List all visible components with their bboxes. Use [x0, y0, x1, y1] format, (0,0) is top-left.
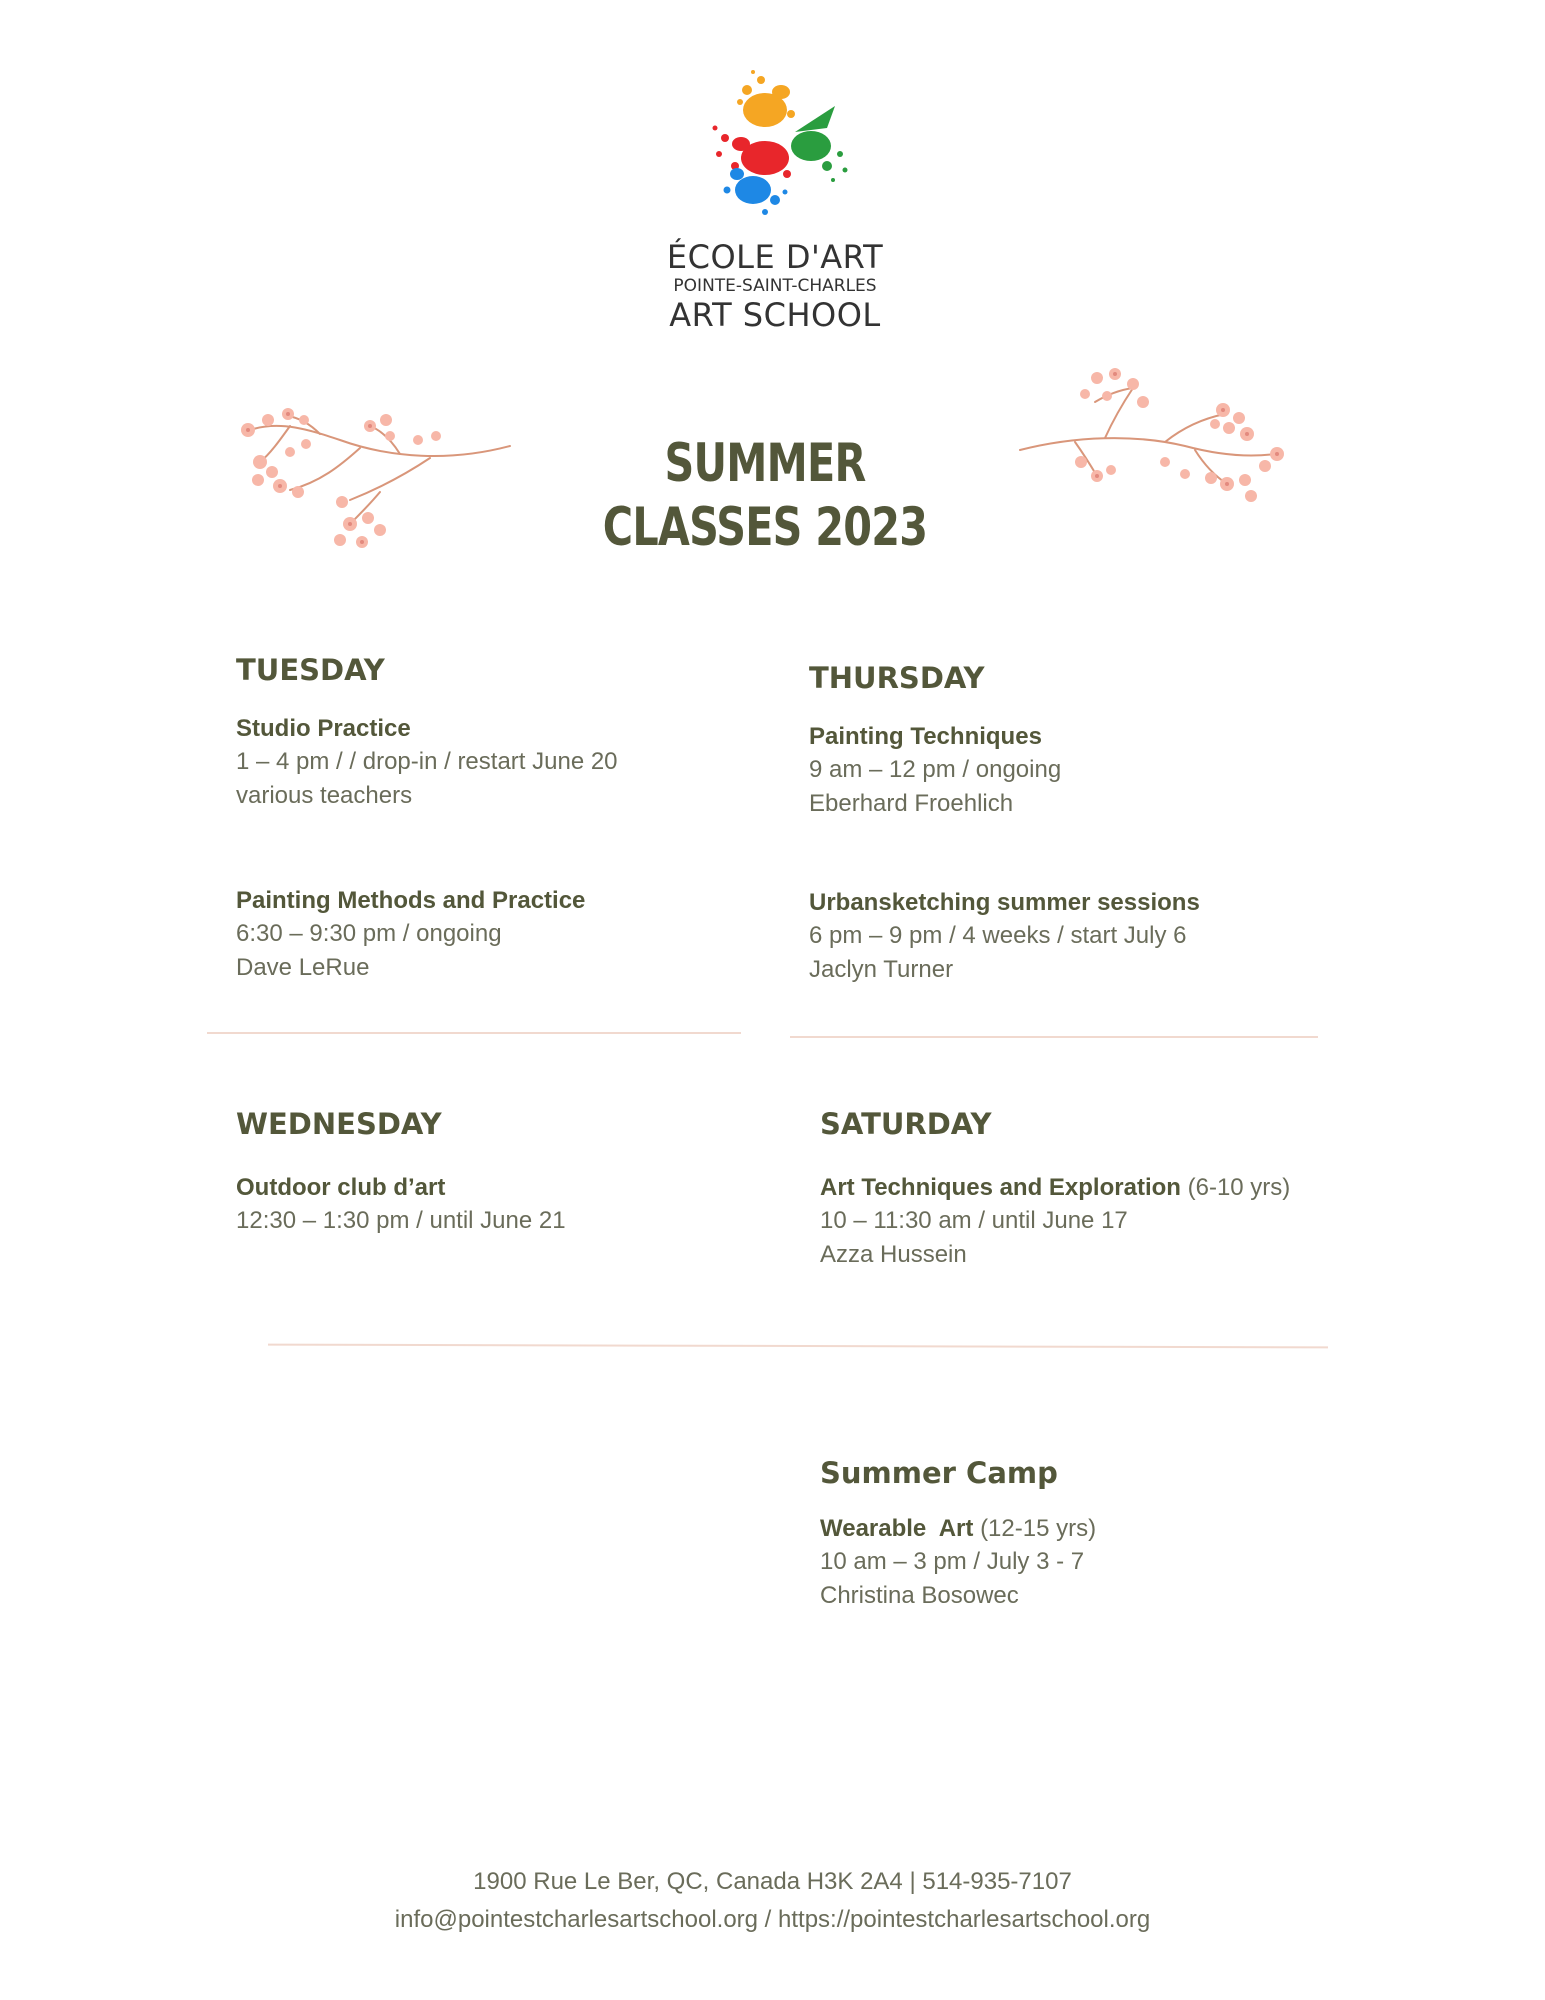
- blossom-branch-left-icon: [230, 400, 515, 550]
- footer-contact[interactable]: info@pointestcharlesartschool.org / https://pointestcharlesartschool.org: [394, 1906, 1151, 1933]
- class-teacher: Eberhard Froehlich: [809, 790, 1014, 817]
- class-teacher: Jaclyn Turner: [809, 956, 954, 983]
- class-entry: [809, 721, 1369, 821]
- class-title: Outdoor club d’art: [236, 1174, 446, 1201]
- class-teacher: Azza Hussein: [820, 1241, 967, 1268]
- day-heading-saturday: SATURDAY: [820, 1107, 992, 1141]
- class-title: Wearable Art: [820, 1515, 974, 1542]
- class-teacher: Dave LeRue: [236, 954, 370, 981]
- section-divider: [268, 1344, 1328, 1349]
- class-title: Studio Practice: [236, 715, 411, 742]
- summer-camp-section: [820, 1455, 1380, 1613]
- day-heading-thursday: THURSDAY: [809, 661, 985, 695]
- class-title: Painting Methods and Practice: [236, 887, 586, 914]
- page-title: SUMMER CLASSES 2023: [602, 433, 928, 558]
- blossom-branch-right-icon: [1015, 366, 1300, 516]
- class-title-row: [820, 1513, 1380, 1545]
- class-schedule: 12:30 – 1:30 pm / until June 21: [236, 1207, 566, 1234]
- saturday-section: [820, 1106, 1380, 1272]
- class-schedule: 10 am – 3 pm / July 3 - 7: [820, 1548, 1085, 1575]
- class-entry: [236, 885, 756, 985]
- class-entry: [236, 1172, 756, 1238]
- day-heading-wednesday: WEDNESDAY: [236, 1107, 442, 1141]
- logo-line-2: POINTE-SAINT-CHARLES: [673, 276, 877, 296]
- class-schedule: 6 pm – 9 pm / 4 weeks / start July 6: [809, 922, 1187, 949]
- class-schedule: 1 – 4 pm / / drop-in / restart June 20: [236, 748, 618, 775]
- footer-address: 1900 Rue Le Ber, QC, Canada H3K 2A4 | 514-935-7107: [473, 1868, 1072, 1895]
- class-entry: [236, 713, 756, 813]
- paint-splash-logo-icon: [695, 62, 865, 217]
- section-divider: [790, 1036, 1318, 1038]
- day-heading-tuesday: TUESDAY: [236, 653, 385, 687]
- class-schedule: 6:30 – 9:30 pm / ongoing: [236, 920, 502, 947]
- class-schedule: 10 – 11:30 am / until June 17: [820, 1207, 1128, 1234]
- class-age-range: (12-15 yrs): [980, 1515, 1097, 1542]
- class-age-range: (6-10 yrs): [1187, 1174, 1291, 1201]
- wednesday-section: [236, 1106, 756, 1238]
- logo-line-3: ART SCHOOL: [669, 296, 881, 334]
- class-title: Painting Techniques: [809, 723, 1042, 750]
- class-entry: [809, 887, 1369, 987]
- section-divider: [207, 1032, 741, 1034]
- school-logo-text: [580, 238, 970, 334]
- class-title-row: [820, 1172, 1380, 1204]
- class-title: Urbansketching summer sessions: [809, 889, 1200, 916]
- thursday-section: [809, 660, 1369, 987]
- class-schedule: 9 am – 12 pm / ongoing: [809, 756, 1062, 783]
- class-entry: [820, 1172, 1380, 1272]
- tuesday-section: [236, 652, 756, 985]
- logo-line-1: ÉCOLE D'ART: [666, 238, 884, 276]
- class-teacher: various teachers: [236, 782, 413, 809]
- class-entry: [820, 1513, 1380, 1613]
- class-title: Art Techniques and Exploration: [820, 1174, 1181, 1201]
- summer-camp-heading: Summer Camp: [820, 1456, 1058, 1490]
- class-teacher: Christina Bosowec: [820, 1582, 1019, 1609]
